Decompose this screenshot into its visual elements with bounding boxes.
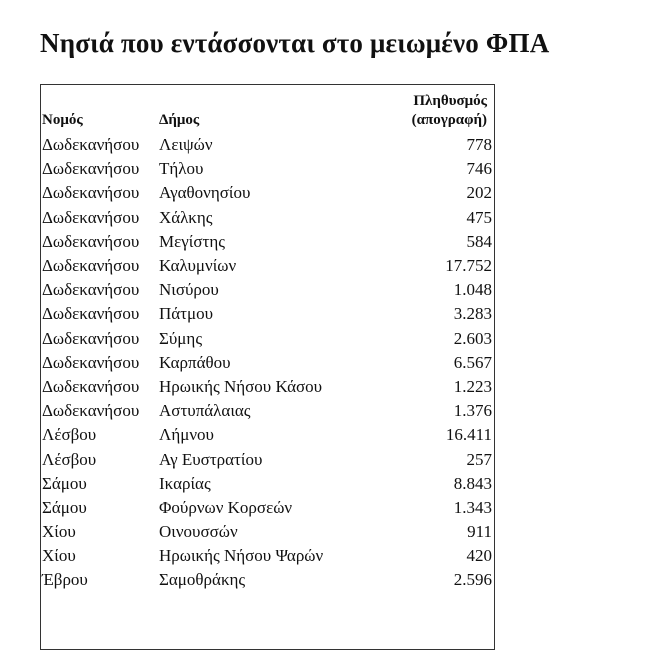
table-row [40,496,495,520]
cell-population: 584 [466,231,492,251]
cell-population: 3.283 [453,304,492,324]
table-row [40,375,495,399]
cell-dimos: Καρπάθου [159,352,231,372]
header-dimos: Δήμος [159,112,200,128]
cell-nomos: Χίου [42,546,76,566]
cell-population: 475 [466,207,492,227]
cell-population: 746 [466,159,492,179]
cell-nomos: Δωδεκανήσου [42,376,140,396]
header-population [353,84,495,133]
cell-nomos: Δωδεκανήσου [42,280,140,300]
cell-population: 6.567 [453,352,492,372]
table-body [40,133,495,593]
cell-nomos: Χίου [42,522,76,542]
cell-dimos: Ηρωικής Νήσου Κάσου [159,376,323,396]
table-header [40,84,495,133]
table-row [40,230,495,254]
header-population-line2: (απογραφή) [411,112,487,128]
cell-population: 17.752 [445,256,492,276]
cell-dimos: Ικαρίας [159,473,211,493]
cell-nomos: Σάμου [42,497,87,517]
islands-table [40,84,495,593]
cell-dimos: Καλυμνίων [159,256,237,276]
cell-population: 1.343 [453,497,492,517]
cell-nomos: Δωδεκανήσου [42,352,140,372]
cell-population: 911 [467,522,492,542]
cell-dimos: Πάτμου [159,304,214,324]
cell-nomos: Δωδεκανήσου [42,183,140,203]
cell-dimos: Τήλου [159,159,204,179]
cell-nomos: Λέσβου [42,425,97,445]
cell-dimos: Μεγίστης [159,231,225,251]
cell-population: 1.048 [453,280,492,300]
cell-dimos: Αγαθονησίου [159,183,251,203]
table-row [40,544,495,568]
cell-dimos: Αγ Ευστρατίου [159,449,263,469]
cell-nomos: Δωδεκανήσου [42,159,140,179]
cell-nomos: Σάμου [42,473,87,493]
cell-population: 202 [466,183,492,203]
cell-population: 8.843 [453,473,492,493]
cell-population: 1.223 [453,376,492,396]
header-population-line1: Πληθυσμός [413,93,487,109]
table-row [40,278,495,302]
table-row [40,399,495,423]
cell-dimos: Φούρνων Κορσεών [159,497,293,517]
cell-population: 257 [466,449,492,469]
table-row [40,351,495,375]
cell-population: 778 [466,135,492,155]
table-row [40,447,495,471]
table-row [40,568,495,592]
table-row [40,157,495,181]
table-row [40,254,495,278]
cell-dimos: Χάλκης [159,207,213,227]
table-row [40,133,495,157]
cell-population: 2.596 [453,570,492,590]
cell-nomos: Δωδεκανήσου [42,135,140,155]
table-row [40,206,495,230]
cell-dimos: Σαμοθράκης [159,570,246,590]
table-row [40,423,495,447]
cell-nomos: Δωδεκανήσου [42,256,140,276]
cell-dimos: Αστυπάλαιας [159,401,251,421]
table-row [40,181,495,205]
cell-population: 2.603 [453,328,492,348]
cell-population: 1.376 [453,401,492,421]
page-title: Νησιά που εντάσσονται στο μειωμένο ΦΠΑ [40,28,550,58]
cell-nomos: Δωδεκανήσου [42,207,140,227]
table-row [40,520,495,544]
cell-dimos: Λήμνου [159,425,214,445]
cell-dimos: Ηρωικής Νήσου Ψαρών [159,546,324,566]
cell-nomos: Δωδεκανήσου [42,401,140,421]
cell-nomos: Έβρου [42,570,88,590]
cell-nomos: Λέσβου [42,449,97,469]
cell-dimos: Οινουσσών [159,522,238,542]
cell-population: 16.411 [445,425,492,445]
table-row [40,327,495,351]
cell-nomos: Δωδεκανήσου [42,304,140,324]
header-nomos: Νομός [42,112,83,128]
table-row [40,472,495,496]
cell-nomos: Δωδεκανήσου [42,231,140,251]
header-row [40,84,495,133]
cell-dimos: Λειψών [159,135,213,155]
cell-nomos: Δωδεκανήσου [42,328,140,348]
cell-dimos: Σύμης [159,328,203,348]
cell-dimos: Νισύρου [159,280,219,300]
table-row [40,302,495,326]
cell-population: 420 [466,546,492,566]
